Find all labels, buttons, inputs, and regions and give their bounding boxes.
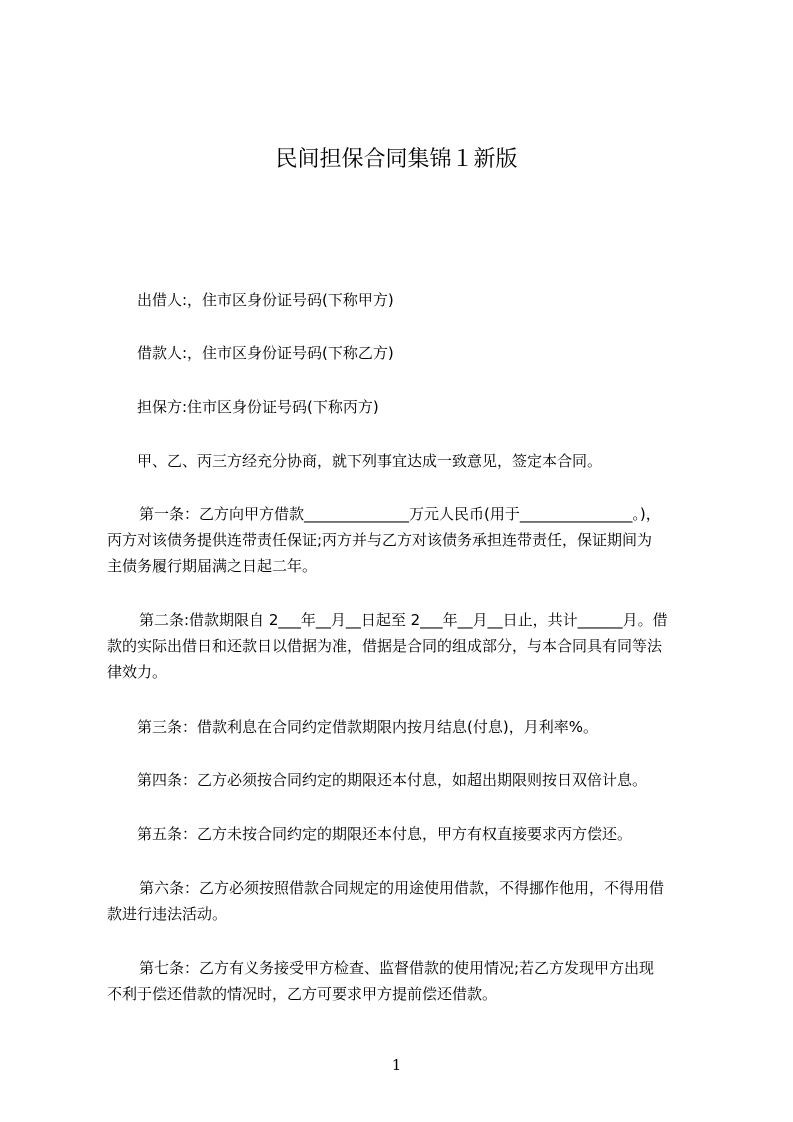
preamble: 甲、乙、丙三方经充分协商，就下列事宜达成一致意见，签定本合同。 (137, 452, 603, 470)
party-borrower: 借款人:，住市区身份证号码(下称乙方) (137, 344, 394, 362)
article-6 (107, 875, 664, 927)
article-2-line-1: 第二条:借款期限自 2___年__月__日起至 2___年__月__日止，共计______月。借 (139, 611, 668, 629)
article-2 (107, 607, 668, 685)
document-title: 民间担保合同集锦１新版 (275, 147, 518, 172)
article-1-line-1: 第一条：乙方向甲方借款______________万元人民币(用于_______________。)， (139, 505, 661, 523)
article-2-line-3: 律效力。 (107, 663, 168, 681)
article-6-line-1: 第六条：乙方必须按照借款合同规定的用途使用借款，不得挪作他用，不得用借 (139, 879, 665, 897)
article-2-line-2: 款的实际出借日和还款日以借据为准，借据是合同的组成部分，与本合同具有同等法 (107, 637, 663, 655)
article-7-line-2: 不利于偿还借款的情况时，乙方可要求甲方提前偿还借款。 (107, 985, 498, 1003)
article-4: 第四条：乙方必须按合同约定的期限还本付息，如超出期限则按日双倍计息。 (137, 771, 648, 789)
party-guarantor: 担保方:住市区身份证号码(下称丙方) (137, 398, 379, 416)
party-lender: 出借人:，住市区身份证号码(下称甲方) (137, 291, 394, 309)
article-1-line-3: 主债务履行期届满之日起二年。 (107, 557, 318, 575)
article-1-line-2: 丙方对该债务提供连带责任保证;丙方并与乙方对该债务承担连带责任，保证期间为 (107, 531, 653, 549)
article-1 (107, 501, 661, 579)
article-7 (107, 955, 654, 1007)
article-7-line-1: 第七条：乙方有义务接受甲方检查、监督借款的使用情况;若乙方发现甲方出现 (139, 959, 655, 977)
article-3: 第三条：借款利息在合同约定借款期限内按月结息(付息)，月利率%。 (137, 718, 598, 736)
article-5: 第五条：乙方未按合同约定的期限还本付息，甲方有权直接要求丙方偿还。 (137, 825, 633, 843)
article-6-line-2: 款进行违法活动。 (107, 905, 228, 923)
page-number: 1 (391, 1056, 402, 1074)
